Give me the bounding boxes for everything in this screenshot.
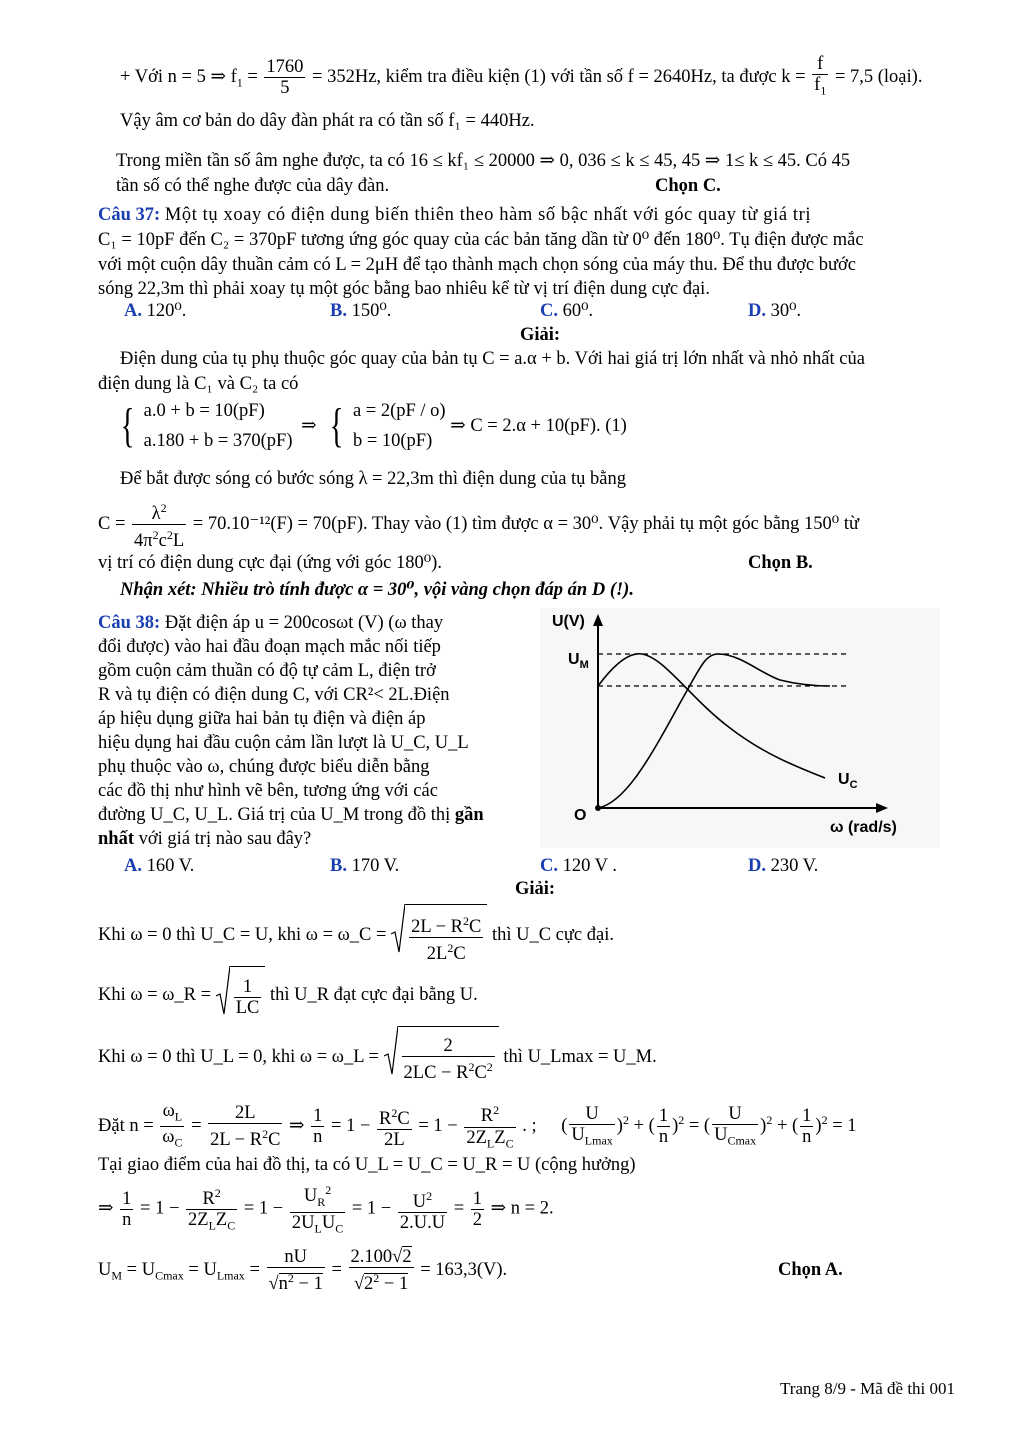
q37-line-3: với một cuộn dây thuần cảm có L = 2μH để tạo thành mạch chọn sóng của máy thu. Để thu được bước	[98, 255, 857, 275]
q37-option-c[interactable]: C. 60⁰.	[540, 301, 594, 321]
top-choose: Chọn C.	[655, 176, 721, 196]
q38-option-b[interactable]: B. 170 V.	[330, 856, 400, 876]
q37-sol-3: Để bắt được sóng có bước sóng λ = 22,3m thì điện dung của tụ bằng	[120, 469, 627, 489]
origin-point	[595, 805, 601, 811]
y-label: U(V)	[552, 613, 585, 630]
q37-option-a[interactable]: A. 120⁰.	[124, 301, 187, 321]
origin-label: O	[574, 807, 587, 824]
q38-line-3: gồm cuộn cảm thuần có độ tự cảm L, điện trở	[98, 661, 436, 681]
top-line-1: + Với n = 5 ⇒ $f_1$ = $\frac{1760}{5}$ = 352Hz, kiểm tra điều kiện (1) với tần số f = 2640Hz, ta được k = $\frac{f}{f_1}$ = 7,5 (loại).	[120, 54, 923, 99]
q38-sol-7: $U_M = U_{Cmax} = U_{Lmax}$ = $\frac{nU}{√n^2 - 1}$ = $\frac{2.100√2}{√2^2 - 1}$ = 163,3(V).	[98, 1247, 508, 1295]
um-label: $U_M$	[568, 651, 589, 671]
q38-sol-4: Đặt n = $\frac{\omega_L}{\omega_C}$ = $\frac{2L}{2L - R^2C}$ ⇒ $\frac{1}{n}$ = 1 − $\frac{R^2C}{2L}$ = 1 − $\frac{R^2}{2Z_LZ_C}$ . ; ( $\frac{U}{U_{Lmax}}$ )$^2$ + ( $\frac{1}{n}$ )$^2$ = ( $\frac{U}{U_{Cmax}}$ )$^2$ + ( $\frac{1}{n}$ )$^2$ = 1	[98, 1100, 857, 1151]
uc-label: $U_C$	[838, 771, 858, 791]
q38-line-10: nhất với giá trị nào sau đây?	[98, 829, 312, 849]
q38-label: Câu 38:	[98, 613, 161, 633]
q37-system: { a.0 + b = 10(pF) a.180 + b = 370(pF) ⇒ { a = 2(pF / o) b = 10(pF) ⇒ C = 2.α + 10(pF). (1)	[120, 399, 627, 452]
q37-choose: Chọn B.	[748, 553, 813, 573]
q38-sol-1: Khi ω = 0 thì U_C = U, khi ω = ω_C = $\frac{2L - R^2C}{2L^2C}$ thì U_C cực đại.	[98, 904, 614, 967]
q38-line-6: hiệu dụng hai đầu cuộn cảm lần lượt là U_C, U_L	[98, 733, 469, 753]
q38-solution-title: Giải:	[515, 879, 556, 899]
top-line-3: Trong miền tần số âm nghe được, ta có 16 ≤ kf₁ ≤ 20000 ⇒ 0, 036 ≤ k ≤ 45, 45 ⇒ 1≤ k ≤ 45. Có 45	[116, 151, 851, 171]
q37-option-b[interactable]: B. 150⁰.	[330, 301, 392, 321]
q37-sol-5: vị trí có điện dung cực đại (ứng với góc 180⁰).	[98, 553, 442, 573]
top-line-4: tần số có thể nghe được của dây đàn.	[116, 176, 390, 196]
q38-sol-3: Khi ω = 0 thì U_L = 0, khi ω = ω_L = $\frac{2}{2LC - R^2C^2}$ thì U_Lmax = U_M.	[98, 1026, 657, 1089]
q37-option-d[interactable]: D. 30⁰.	[748, 301, 802, 321]
u-omega-chart	[540, 608, 940, 848]
q38-option-c[interactable]: C. 120 V .	[540, 856, 617, 876]
q38-line-8: các đồ thị như hình vẽ bên, tương ứng với các	[98, 781, 438, 801]
q38-option-a[interactable]: A. 160 V.	[124, 856, 195, 876]
q38-sol-5: Tại giao điểm của hai đồ thị, ta có U_L = U_C = U_R = U (cộng hưởng)	[98, 1155, 636, 1175]
q38-line-1: Câu 38: Đặt điện áp u = 200cosωt (V) (ω thay	[98, 613, 444, 633]
q37-line-4: sóng 22,3m thì phải xoay tụ một góc bằng bao nhiêu kể từ vị trí điện dung cực đại.	[98, 279, 710, 299]
q38-sol-2: Khi ω = ω_R = $\frac{1}{LC}$ thì U_R đạt cực đại bằng U.	[98, 966, 478, 1025]
x-label: ω (rad/s)	[830, 819, 897, 836]
top-line-2: Vậy âm cơ bản do dây đàn phát ra có tần số f₁ = 440Hz.	[120, 111, 535, 131]
q38-choose: Chọn A.	[778, 1260, 843, 1280]
q37-sol-2: điện dung là C₁ và C₂ ta có	[98, 374, 299, 394]
q37-sol-1: Điện dung của tụ phụ thuộc góc quay của bản tụ C = a.α + b. Với hai giá trị lớn nhất và nhỏ nhất của	[120, 349, 865, 369]
q38-line-2: đổi được) vào hai đầu đoạn mạch mắc nối tiếp	[98, 637, 441, 657]
q38-line-9: đường U_C, U_L. Giá trị của U_M trong đồ thị gần	[98, 805, 484, 825]
q37-remark: Nhận xét: Nhiều trò tính được α = 30⁰, vội vàng chọn đáp án D (!).	[120, 580, 634, 600]
q38-line-5: áp hiệu dụng giữa hai bản tụ điện và điện áp	[98, 709, 426, 729]
q38-line-7: phụ thuộc vào ω, chúng được biểu diễn bằng	[98, 757, 430, 777]
q38-line-4: R và tụ điện có điện dung C, với CR²< 2L.Điện	[98, 685, 450, 705]
q37-solution-title: Giải:	[520, 325, 561, 345]
q38-option-d[interactable]: D. 230 V.	[748, 856, 819, 876]
q37-line-2: C₁ = 10pF đến C₂ = 370pF tương ứng góc quay của các bản tăng dần từ 0⁰ đến 180⁰. Tụ điện được mắc	[98, 230, 864, 250]
page-footer: Trang 8/9 - Mã đề thi 001	[780, 1379, 956, 1398]
q37-label: Câu 37:	[98, 205, 161, 225]
q37-sol-4: C = $\frac{\lambda^2}{4\pi^2c^2L}$ = 70.10⁻¹²(F) = 70(pF). Thay vào (1) tìm được α = 30⁰. Vậy phải tụ một góc bằng 150⁰ từ	[98, 498, 859, 551]
q38-sol-6: ⇒ $\frac{1}{n}$ = 1 − $\frac{R^2}{2Z_LZ_C}$ = 1 − $\frac{U_R^2}{2U_LU_C}$ = 1 − $\frac{U^2}{2.U.U}$ = $\frac{1}{2}$ ⇒ n = 2.	[98, 1180, 554, 1239]
q37-line-1: Câu 37: Một tụ xoay có điện dung biến thiên theo hàm số bậc nhất với góc quay từ giá trị	[98, 205, 812, 225]
